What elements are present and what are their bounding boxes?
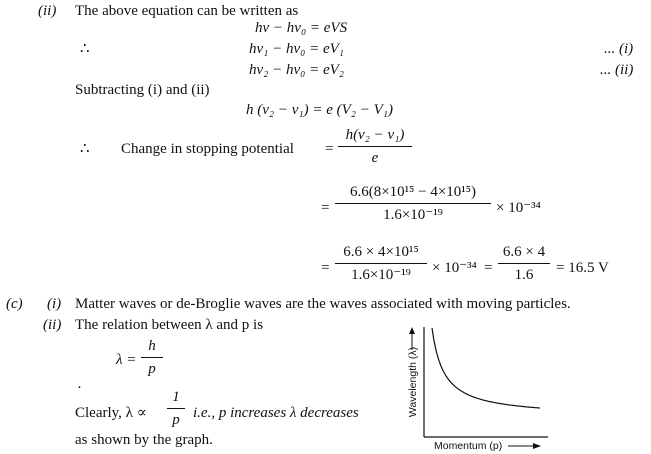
y-arrowhead-icon — [409, 327, 415, 334]
subtracting-text: Subtracting (i) and (ii) — [75, 82, 210, 98]
result-value: = 16.5 V — [556, 260, 609, 276]
equals-sign-1: = — [325, 141, 334, 157]
matter-wave-statement: Matter waves or de-Broglie waves are the waves associated with moving particles. — [75, 296, 571, 312]
fraction-substitution — [335, 185, 491, 223]
fraction-one-over-p — [167, 390, 185, 428]
fraction-numerator: 6.6 × 4 — [502, 244, 546, 260]
equals-sign-3: = — [321, 260, 330, 276]
equals-sign-4: = — [484, 260, 493, 276]
inverse-curve — [432, 328, 540, 408]
equation-1: hν₁ − hν₀ = eV₁ — [249, 41, 345, 57]
fraction-denominator: 1.6×10⁻¹⁹ — [351, 267, 411, 283]
fraction-h-nu-over-e — [338, 128, 412, 166]
fraction-denominator: p — [148, 361, 156, 377]
dot-mark: · — [77, 380, 82, 396]
relation-intro: The relation between λ and p is — [75, 317, 264, 333]
fraction-numerator: 1 — [172, 389, 180, 405]
times-power-1: × 10⁻³⁴ — [496, 200, 541, 216]
intro-text: The above equation can be written as — [75, 3, 299, 19]
ie-text: i.e., p increases λ decreases — [193, 405, 359, 421]
change-label: Change in stopping potential — [121, 141, 294, 157]
fraction-denominator: p — [172, 412, 180, 428]
fraction-numerator: h — [148, 338, 156, 354]
x-axis-label: Momentum (p) — [434, 440, 503, 452]
fraction-final — [498, 245, 550, 283]
equation-subtracted: h (ν₂ − ν₁) = e (V₂ − V₁) — [246, 102, 394, 118]
y-axis-label: Wavelength (λ) — [407, 346, 419, 418]
fraction-numerator: 6.6(8×10¹⁵ − 4×10¹⁵) — [349, 184, 477, 200]
item-ii-marker: (ii) — [38, 3, 57, 19]
fraction-numerator: 6.6 × 4×10¹⁵ — [343, 244, 419, 260]
fraction-h-over-p — [141, 339, 163, 377]
equation-2: hν₂ − hν₀ = eV₂ — [249, 62, 345, 78]
equation-0: hν − hν₀ = eVS — [255, 20, 348, 36]
fraction-denominator: e — [371, 150, 379, 166]
equals-sign-2: = — [321, 200, 330, 216]
as-shown-text: as shown by the graph. — [75, 432, 213, 448]
x-arrowhead-icon — [533, 443, 541, 449]
therefore-symbol: ∴ — [80, 41, 90, 57]
fraction-denominator: 1.6 — [514, 267, 534, 283]
item-c-i-marker: (i) — [47, 296, 62, 312]
y-axis-label-group — [407, 347, 419, 417]
clearly-text: Clearly, λ ∝ — [75, 405, 147, 421]
lambda-equals: λ = — [116, 352, 137, 368]
fraction-numerator: h(ν₂ − ν₁) — [345, 127, 405, 143]
item-c-ii-marker: (ii) — [43, 317, 62, 333]
times-power-2: × 10⁻³⁴ — [432, 260, 477, 276]
fraction-denominator: 1.6×10⁻¹⁹ — [383, 207, 443, 223]
fraction-simplified — [335, 245, 427, 283]
equation-1-tag: ... (i) — [604, 41, 634, 57]
equation-2-tag: ... (ii) — [600, 62, 634, 78]
therefore-symbol-2: ∴ — [80, 141, 90, 157]
item-c-marker: (c) — [6, 296, 23, 312]
